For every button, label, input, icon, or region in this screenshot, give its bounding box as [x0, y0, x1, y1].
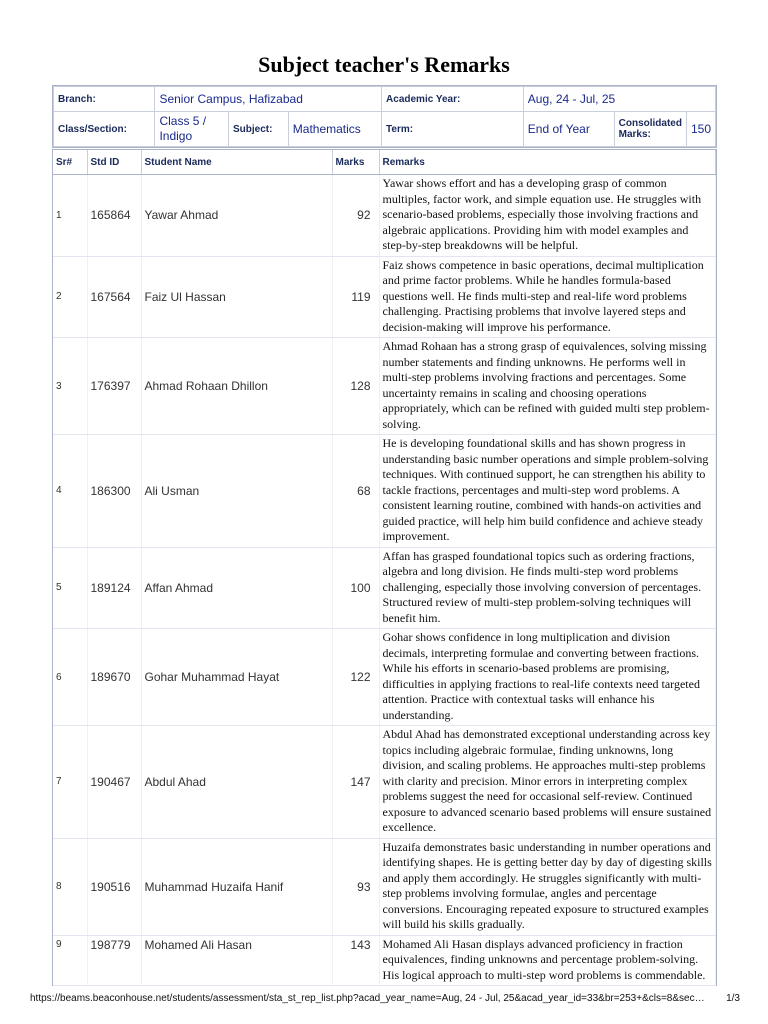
row-std-id: 198779 — [87, 935, 141, 986]
academic-year-label: Academic Year: — [382, 87, 524, 112]
column-header-student-name: Student Name — [141, 150, 332, 175]
subject-value: Mathematics — [288, 112, 381, 147]
row-student-name: Faiz Ul Hassan — [141, 256, 332, 338]
row-marks: 147 — [332, 726, 379, 839]
academic-year-value: Aug, 24 - Jul, 25 — [523, 87, 715, 112]
row-sr: 4 — [53, 435, 87, 548]
term-value: End of Year — [523, 112, 614, 147]
table-row — [53, 256, 716, 338]
row-marks: 100 — [332, 547, 379, 629]
row-sr: 3 — [53, 338, 87, 435]
row-marks: 143 — [332, 935, 379, 986]
report-info-panel — [52, 85, 717, 148]
row-student-name: Gohar Muhammad Hayat — [141, 629, 332, 726]
row-remarks: Mohamed Ali Hasan displays advanced proficiency in fraction equivalences, finding unknowns and percentage problem-solving. His logical approach to multi-step word problems is commendable. — [379, 935, 716, 986]
row-remarks: Yawar shows effort and has a developing grasp of common multiples, factor work, and simple equation use. He struggles with scenario-based problems, especially those involving fractions and algebraic applications. Providing him with model examples and step-by-step breakdowns will be helpful. — [379, 175, 716, 257]
row-remarks: Ahmad Rohaan has a strong grasp of equivalences, solving missing number statements and finding unknowns. He performs well in multi-step problems involving fractions and percentages. Some uncertainty remains in scaling and choosing operations appropriately, which can be refined with guided multi step problem-solving. — [379, 338, 716, 435]
row-marks: 119 — [332, 256, 379, 338]
row-student-name: Yawar Ahmad — [141, 175, 332, 257]
table-row — [53, 726, 716, 839]
row-std-id: 189124 — [87, 547, 141, 629]
row-remarks: Huzaifa demonstrates basic understanding in number operations and identifying shapes. He is getting better day by day of digesting skills and apply them accordingly. He struggles significantly with multi-step problems involving formulae, angles and percentage conversions. Encouraging repeated exposure to structured examples will build his skills gradually. — [379, 838, 716, 935]
column-header-marks: Marks — [332, 150, 379, 175]
row-std-id: 189670 — [87, 629, 141, 726]
row-std-id: 167564 — [87, 256, 141, 338]
row-sr: 7 — [53, 726, 87, 839]
students-table — [53, 150, 716, 986]
row-student-name: Abdul Ahad — [141, 726, 332, 839]
class-section-label: Class/Section: — [54, 112, 155, 147]
table-row — [53, 935, 716, 986]
subject-label: Subject: — [229, 112, 289, 147]
row-marks: 128 — [332, 338, 379, 435]
term-label: Term: — [382, 112, 524, 147]
column-header-remarks: Remarks — [379, 150, 716, 175]
row-sr: 1 — [53, 175, 87, 257]
branch-label: Branch: — [54, 87, 155, 112]
row-marks: 93 — [332, 838, 379, 935]
row-remarks: Affan has grasped foundational topics such as ordering fractions, algebra and long division. He finds multi-step word problems challenging, especially those involving conversion of percentages. Structured review of multi-step problem-solving techniques will benefit him. — [379, 547, 716, 629]
row-student-name: Muhammad Huzaifa Hanif — [141, 838, 332, 935]
students-table-container — [52, 149, 717, 986]
consolidated-cell — [614, 112, 715, 147]
row-remarks: Faiz shows competence in basic operations, decimal multiplication and prime factor problems. While he handles formula-based questions well. He finds multi-step and real-life word problems challenging. Practising problems that involve layered steps and decision-making will improve his performance. — [379, 256, 716, 338]
row-std-id: 190467 — [87, 726, 141, 839]
column-header-sr: Sr# — [53, 150, 87, 175]
table-row — [53, 338, 716, 435]
row-student-name: Mohamed Ali Hasan — [141, 935, 332, 986]
row-std-id: 186300 — [87, 435, 141, 548]
row-sr: 6 — [53, 629, 87, 726]
table-row — [53, 547, 716, 629]
row-sr: 2 — [53, 256, 87, 338]
row-remarks: Gohar shows confidence in long multiplication and division decimals, interpreting formulae and converting between fractions. While his efforts in scenario-based problems are promising, difficulties in applying fractions to real-life contexts need targeted attention. Practice with contextual tasks will enhance his understanding. — [379, 629, 716, 726]
column-header-std-id: Std ID — [87, 150, 141, 175]
consolidated-marks-label: Consolidated Marks: — [618, 118, 682, 140]
table-row — [53, 838, 716, 935]
row-marks: 68 — [332, 435, 379, 548]
class-section-value: Class 5 / Indigo — [155, 112, 229, 147]
row-student-name: Affan Ahmad — [141, 547, 332, 629]
table-row — [53, 175, 716, 257]
table-header-row — [53, 150, 716, 175]
row-marks: 92 — [332, 175, 379, 257]
page-number: 1/3 — [726, 993, 740, 1004]
row-sr: 5 — [53, 547, 87, 629]
row-sr: 8 — [53, 838, 87, 935]
row-sr: 9 — [53, 935, 87, 986]
table-row — [53, 629, 716, 726]
row-student-name: Ahmad Rohaan Dhillon — [141, 338, 332, 435]
page-title: Subject teacher's Remarks — [258, 52, 510, 77]
branch-value: Senior Campus, Hafizabad — [155, 87, 382, 112]
row-std-id: 165864 — [87, 175, 141, 257]
row-std-id: 190516 — [87, 838, 141, 935]
row-std-id: 176397 — [87, 338, 141, 435]
table-row — [53, 435, 716, 548]
consolidated-marks-value: 150 — [686, 112, 715, 146]
row-remarks: Abdul Ahad has demonstrated exceptional understanding across key topics including algebraic formulae, finding unknowns, long division, and scaling problems. He approaches multi-step problems with clarity and precision. Minor errors in interpreting complex problems suggest the need for occasional self-review. Continued exposure to advanced scenario based problems will ensure sustained excellence. — [379, 726, 716, 839]
row-student-name: Ali Usman — [141, 435, 332, 548]
row-marks: 122 — [332, 629, 379, 726]
report-info-table — [53, 86, 716, 147]
row-remarks: He is developing foundational skills and has shown progress in understanding basic number operations and simple problem-solving techniques. With continued support, he can strengthen his ability to tackle fractions, percentages and multi-step word problems. A consistent learning routine, combined with hands-on activities and guided practice, will help him build confidence and achieve steady improvement. — [379, 435, 716, 548]
print-footer-url: https://beams.beaconhouse.net/students/assessment/sta_st_rep_list.php?acad_year_name=Aug, 24 - Jul, 25&acad_year_id=33&br=253+&cls=8&sec… — [30, 993, 705, 1004]
